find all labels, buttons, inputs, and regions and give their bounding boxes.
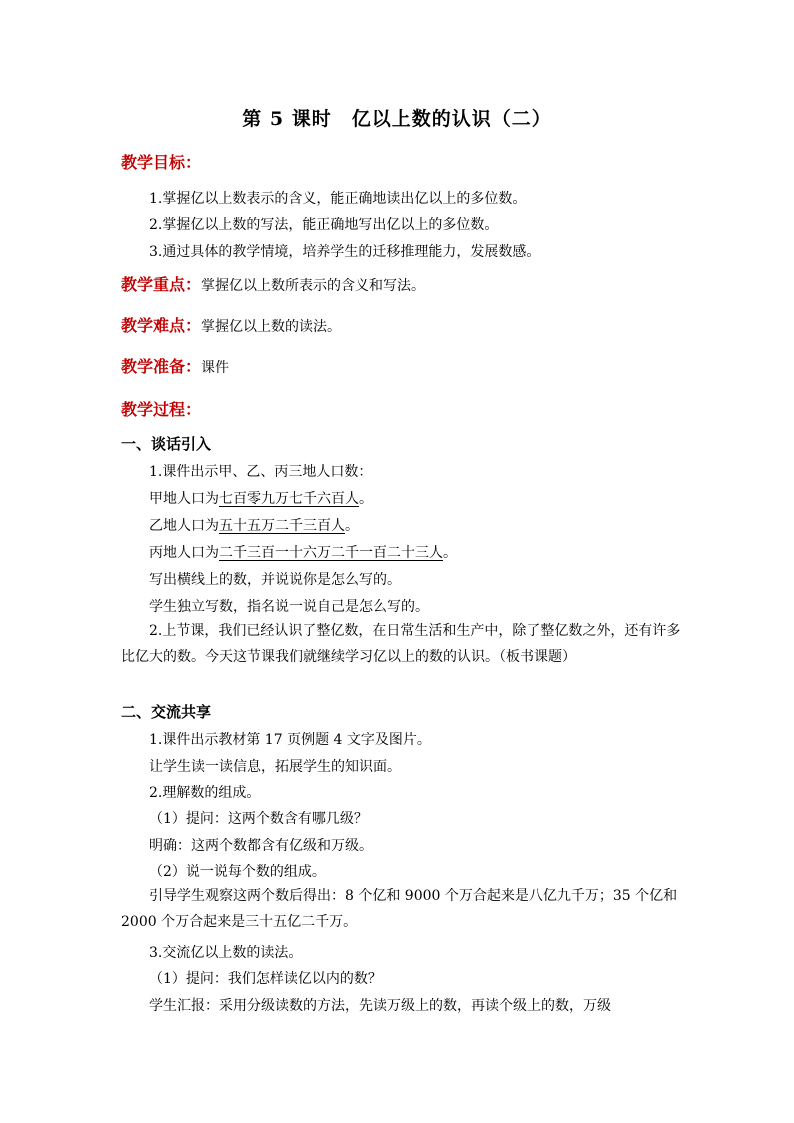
paragraph: （1）提问：我们怎样读亿以内的数？ bbox=[149, 971, 382, 987]
preparation-row bbox=[121, 354, 229, 377]
population-jia: 甲地人口为七百零九万七千六百人。 bbox=[149, 491, 373, 507]
paragraph: 引导学生观察这两个数后得出：8 个亿和 9000 个万合起来是八亿九千万；35 个亿和 2000 个万合起来是三十五亿二千万。 bbox=[121, 888, 678, 930]
key-point-row bbox=[121, 272, 425, 295]
paragraph: 2.上节课，我们已经认识了整亿数，在日常生活和生产中，除了整亿数之外，还有许多比亿大的数。今天这节课我们就继续学习亿以上的数的认识。（板书课题） bbox=[121, 623, 681, 665]
preparation-heading: 教学准备： bbox=[121, 357, 202, 376]
paragraph: （2）说一说每个数的组成。 bbox=[149, 864, 326, 880]
key-point-text: 掌握亿以上数所表示的含义和写法。 bbox=[201, 278, 426, 294]
population-yi: 乙地人口为五十五万二千三百人。 bbox=[149, 518, 359, 534]
underlined-number-text: 二千三百一十六万二千一百二十三人 bbox=[219, 545, 443, 561]
process-heading: 教学过程： bbox=[121, 400, 202, 419]
paragraph: 学生汇报：采用分级读数的方法，先读万级上的数，再读个级上的数，万级 bbox=[149, 998, 611, 1014]
difficulty-heading: 教学难点： bbox=[121, 316, 202, 335]
paragraph: 3.交流亿以上数的读法。 bbox=[149, 945, 303, 961]
underlined-number-text: 五十五万二千三百人 bbox=[219, 518, 345, 534]
objective-item: 1.掌握亿以上数表示的含义，能正确地读出亿以上的多位数。 bbox=[149, 191, 527, 207]
section-one-title: 一、谈话引入 bbox=[121, 435, 212, 453]
objectives-heading: 教学目标： bbox=[121, 153, 202, 172]
paragraph: 明确：这两个数都含有亿级和万级。 bbox=[149, 838, 373, 854]
paragraph: 1.课件出示甲、乙、丙三地人口数： bbox=[149, 464, 373, 480]
population-bing: 丙地人口为二千三百一十六万二千一百二十三人。 bbox=[149, 545, 457, 561]
paragraph: 写出横线上的数，并说说你是怎么写的。 bbox=[149, 572, 401, 588]
key-point-heading: 教学重点： bbox=[121, 275, 202, 294]
objective-item: 2.掌握亿以上数的写法，能正确地写出亿以上的多位数。 bbox=[149, 217, 499, 233]
underlined-number-text: 七百零九万七千六百人 bbox=[219, 491, 359, 507]
difficulty-text: 掌握亿以上数的读法。 bbox=[201, 319, 342, 335]
paragraph: 1.课件出示教材第 17 页例题 4 文字及图片。 bbox=[149, 732, 431, 748]
objective-item: 3.通过具体的教学情境，培养学生的迁移推理能力，发展数感。 bbox=[149, 244, 541, 260]
paragraph: （1）提问：这两个数含有哪几级？ bbox=[149, 811, 368, 827]
page-title: 第 5 课时 亿以上数的认识（二） bbox=[242, 108, 552, 130]
preparation-text: 课件 bbox=[201, 360, 230, 376]
paragraph: 让学生读一读信息，拓展学生的知识面。 bbox=[149, 759, 401, 775]
paragraph: 学生独立写数，指名说一说自己是怎么写的。 bbox=[149, 599, 429, 615]
difficulty-row bbox=[121, 313, 341, 336]
paragraph: 2.理解数的组成。 bbox=[149, 785, 261, 801]
section-two-title: 二、交流共享 bbox=[121, 703, 212, 721]
